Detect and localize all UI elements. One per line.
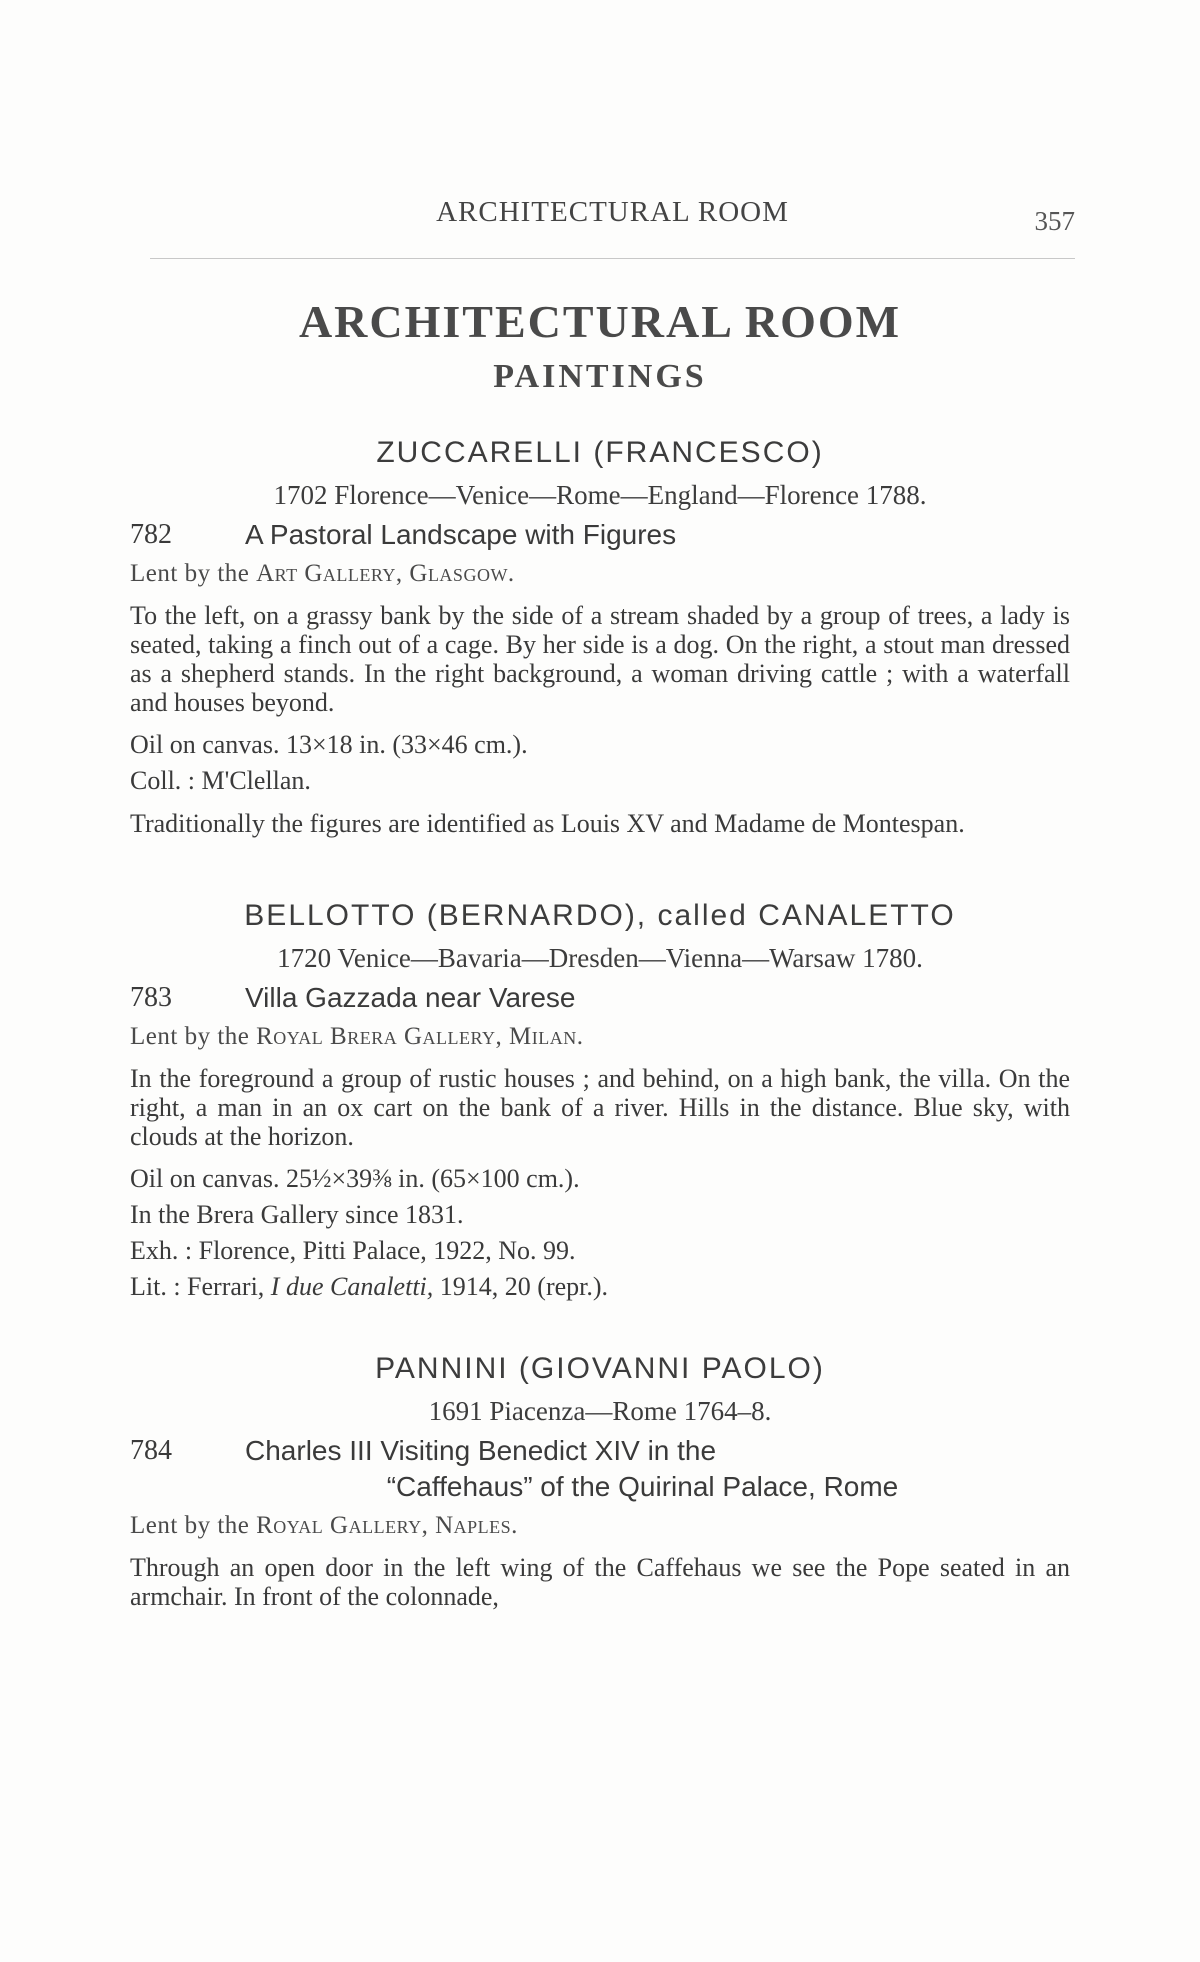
work-title-text: Villa Gazzada near Varese <box>245 982 576 1013</box>
artist-name: ZUCCARELLI (FRANCESCO) <box>376 436 824 469</box>
work-title <box>130 517 1070 553</box>
header-rule <box>150 258 1075 259</box>
catalogue-entry-783 <box>130 896 1070 1305</box>
catalogue-number: 784 <box>130 1435 172 1466</box>
page-content <box>130 295 1070 1611</box>
lender-line <box>130 1020 1070 1054</box>
work-title-line-2: “Caffehaus” of the Quirinal Palace, Rome <box>386 1471 899 1502</box>
catalogue-number: 783 <box>130 982 172 1013</box>
work-title-line-1: Charles III Visiting Benedict XIV in the <box>245 1435 717 1466</box>
lender-prefix: Lent by the <box>130 560 250 587</box>
catalogue-number: 782 <box>130 519 172 550</box>
lender-name: Art Gallery, Glasgow. <box>256 560 515 587</box>
literature-title: I due Canaletti, <box>270 1272 434 1301</box>
medium-dimensions: Oil on canvas. 25½×39⅜ in. (65×100 cm.). <box>130 1164 580 1193</box>
lender-prefix: Lent by the <box>130 1512 250 1539</box>
literature-suffix: 1914, 20 (repr.). <box>439 1272 609 1301</box>
note: Traditionally the figures are identified as Louis XV and Madame de Montespan. <box>130 809 965 838</box>
page-number: 357 <box>1034 206 1075 236</box>
catalogue-entry-782 <box>130 433 1070 838</box>
medium-dimensions: Oil on canvas. 13×18 in. (33×46 cm.). <box>130 730 528 759</box>
artist-dates: 1691 Piacenza—Rome 1764–8. <box>428 1396 772 1426</box>
lender-name: Royal Gallery, Naples. <box>256 1512 518 1539</box>
lender-prefix: Lent by the <box>130 1023 250 1050</box>
description: To the left, on a grassy bank by the side of a stream shaded by a group of trees, a lady is seated, taking a finch out of a cage. By her side is a dog. On the right, a stout man dressed as a shepherd stands. In the right background, a woman driving cattle ; with a waterfall and houses beyond. <box>130 601 1070 717</box>
literature <box>130 1269 1070 1305</box>
description: In the foreground a group of rustic houses ; and behind, on a high bank, the villa. On the right, a man in an ox cart on the bank of a river. Hills in the distance. Blue sky, with clouds at the horizon. <box>130 1064 1070 1151</box>
section-subtitle: PAINTINGS <box>493 358 707 395</box>
provenance: In the Brera Gallery since 1831. <box>130 1200 464 1229</box>
lender-name: Royal Brera Gallery, Milan. <box>256 1023 584 1050</box>
work-title-continued <box>130 1469 1070 1505</box>
description: Through an open door in the left wing of the Caffehaus we see the Pope seated in an armchair. In front of the colonnade, <box>130 1553 1070 1611</box>
collection: Coll. : M'Clellan. <box>130 766 311 795</box>
work-title <box>130 1433 1070 1469</box>
literature-prefix: Lit. : Ferrari, <box>130 1272 265 1301</box>
lender-line <box>130 557 1070 591</box>
catalogue-entry-784 <box>130 1349 1070 1611</box>
running-head <box>150 196 1075 246</box>
room-title: ARCHITECTURAL ROOM <box>298 296 902 347</box>
artist-name: BELLOTTO (BERNARDO), called CANALETTO <box>244 899 956 932</box>
lender-line <box>130 1509 1070 1543</box>
exhibition: Exh. : Florence, Pitti Palace, 1922, No. 99. <box>130 1236 576 1265</box>
indent-spacer <box>130 1469 245 1505</box>
work-title-text: A Pastoral Landscape with Figures <box>245 519 677 550</box>
running-title: ARCHITECTURAL ROOM <box>436 196 789 228</box>
artist-dates: 1702 Florence—Venice—Rome—England—Florence 1788. <box>273 480 927 510</box>
artist-dates: 1720 Venice—Bavaria—Dresden—Vienna—Warsaw 1780. <box>277 943 923 973</box>
artist-name: PANNINI (GIOVANNI PAOLO) <box>375 1352 825 1385</box>
work-title <box>130 980 1070 1016</box>
